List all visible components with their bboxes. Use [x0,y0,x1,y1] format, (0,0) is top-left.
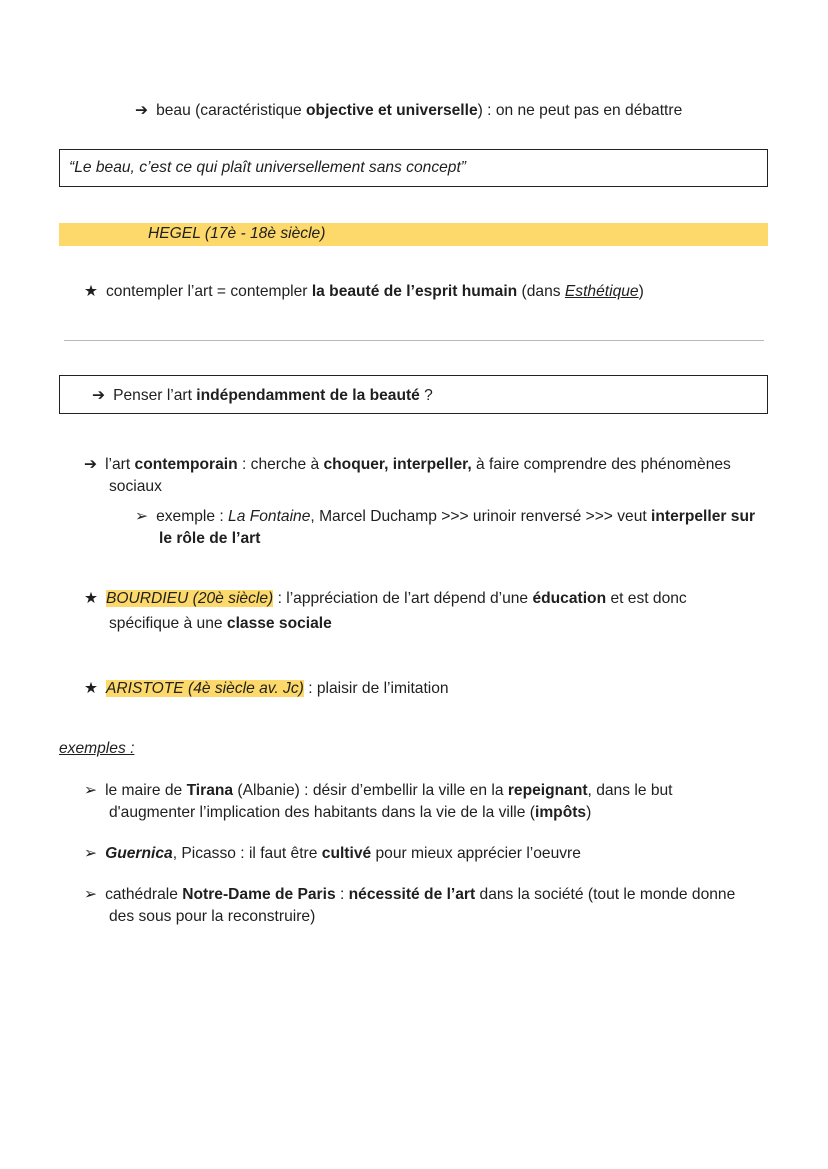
bourdieu-item: ★ BOURDIEU (20è siècle) : l’appréciation de l’art dépend d’une éducation et est donc spécifique à une classe sociale [84,589,687,632]
arrow-icon: ➔ [135,101,149,119]
star-icon: ★ [84,282,98,300]
exemples-heading: exemples : [59,740,135,757]
horizontal-divider [64,340,764,341]
quote-text: “Le beau, c’est ce qui plaît universellement sans concept” [69,159,466,176]
chevron-icon: ➢ [84,781,98,799]
quote-box [59,149,768,187]
star-icon: ★ [84,589,98,607]
aristote-highlight: ARISTOTE (4è siècle av. Jc) [105,680,304,697]
exemple-duchamp-item: ➢ exemple : La Fontaine, Marcel Duchamp >>> urinoir renversé >>> veut interpeller sur le rôle de l’art [135,507,756,547]
chevron-icon: ➢ [84,844,98,862]
example-tirana: ➢ le maire de Tirana (Albanie) : désir d’embellir la ville en la repeignant, dans le but d'augmenter l’implication des habitants dans la vie de la ville (impôts) [84,781,673,821]
contemporain-item: ➔ l’art contemporain : cherche à choquer, interpeller, à faire comprendre des phénomènes sociaux [84,455,731,495]
arrow-icon: ➔ [92,386,106,404]
bourdieu-highlight: BOURDIEU (20è siècle) [105,590,274,607]
hegel-heading-band [59,223,768,246]
beau-line: ➔ beau (caractéristique objective et universelle) : on ne peut pas en débattre [135,101,683,119]
arrow-icon: ➔ [84,455,98,473]
question-box [59,375,768,414]
chevron-icon: ➢ [84,885,98,903]
example-notre-dame: ➢ cathédrale Notre-Dame de Paris : nécessité de l’art dans la société (tout le monde donne des sous pour la reconstruire) [84,885,736,925]
hegel-heading: HEGEL (17è - 18è siècle) [148,225,326,242]
example-guernica: ➢ Guernica, Picasso : il faut être cultivé pour mieux apprécier l’oeuvre [84,844,581,862]
hegel-line: ★ contempler l’art = contempler la beauté de l’esprit humain (dans Esthétique) [84,282,644,300]
question-text: ➔ Penser l’art indépendamment de la beauté ? [92,386,433,404]
chevron-icon: ➢ [135,507,149,525]
aristote-item: ★ ARISTOTE (4è siècle av. Jc) : plaisir de l’imitation [84,679,449,697]
star-icon: ★ [84,679,98,697]
